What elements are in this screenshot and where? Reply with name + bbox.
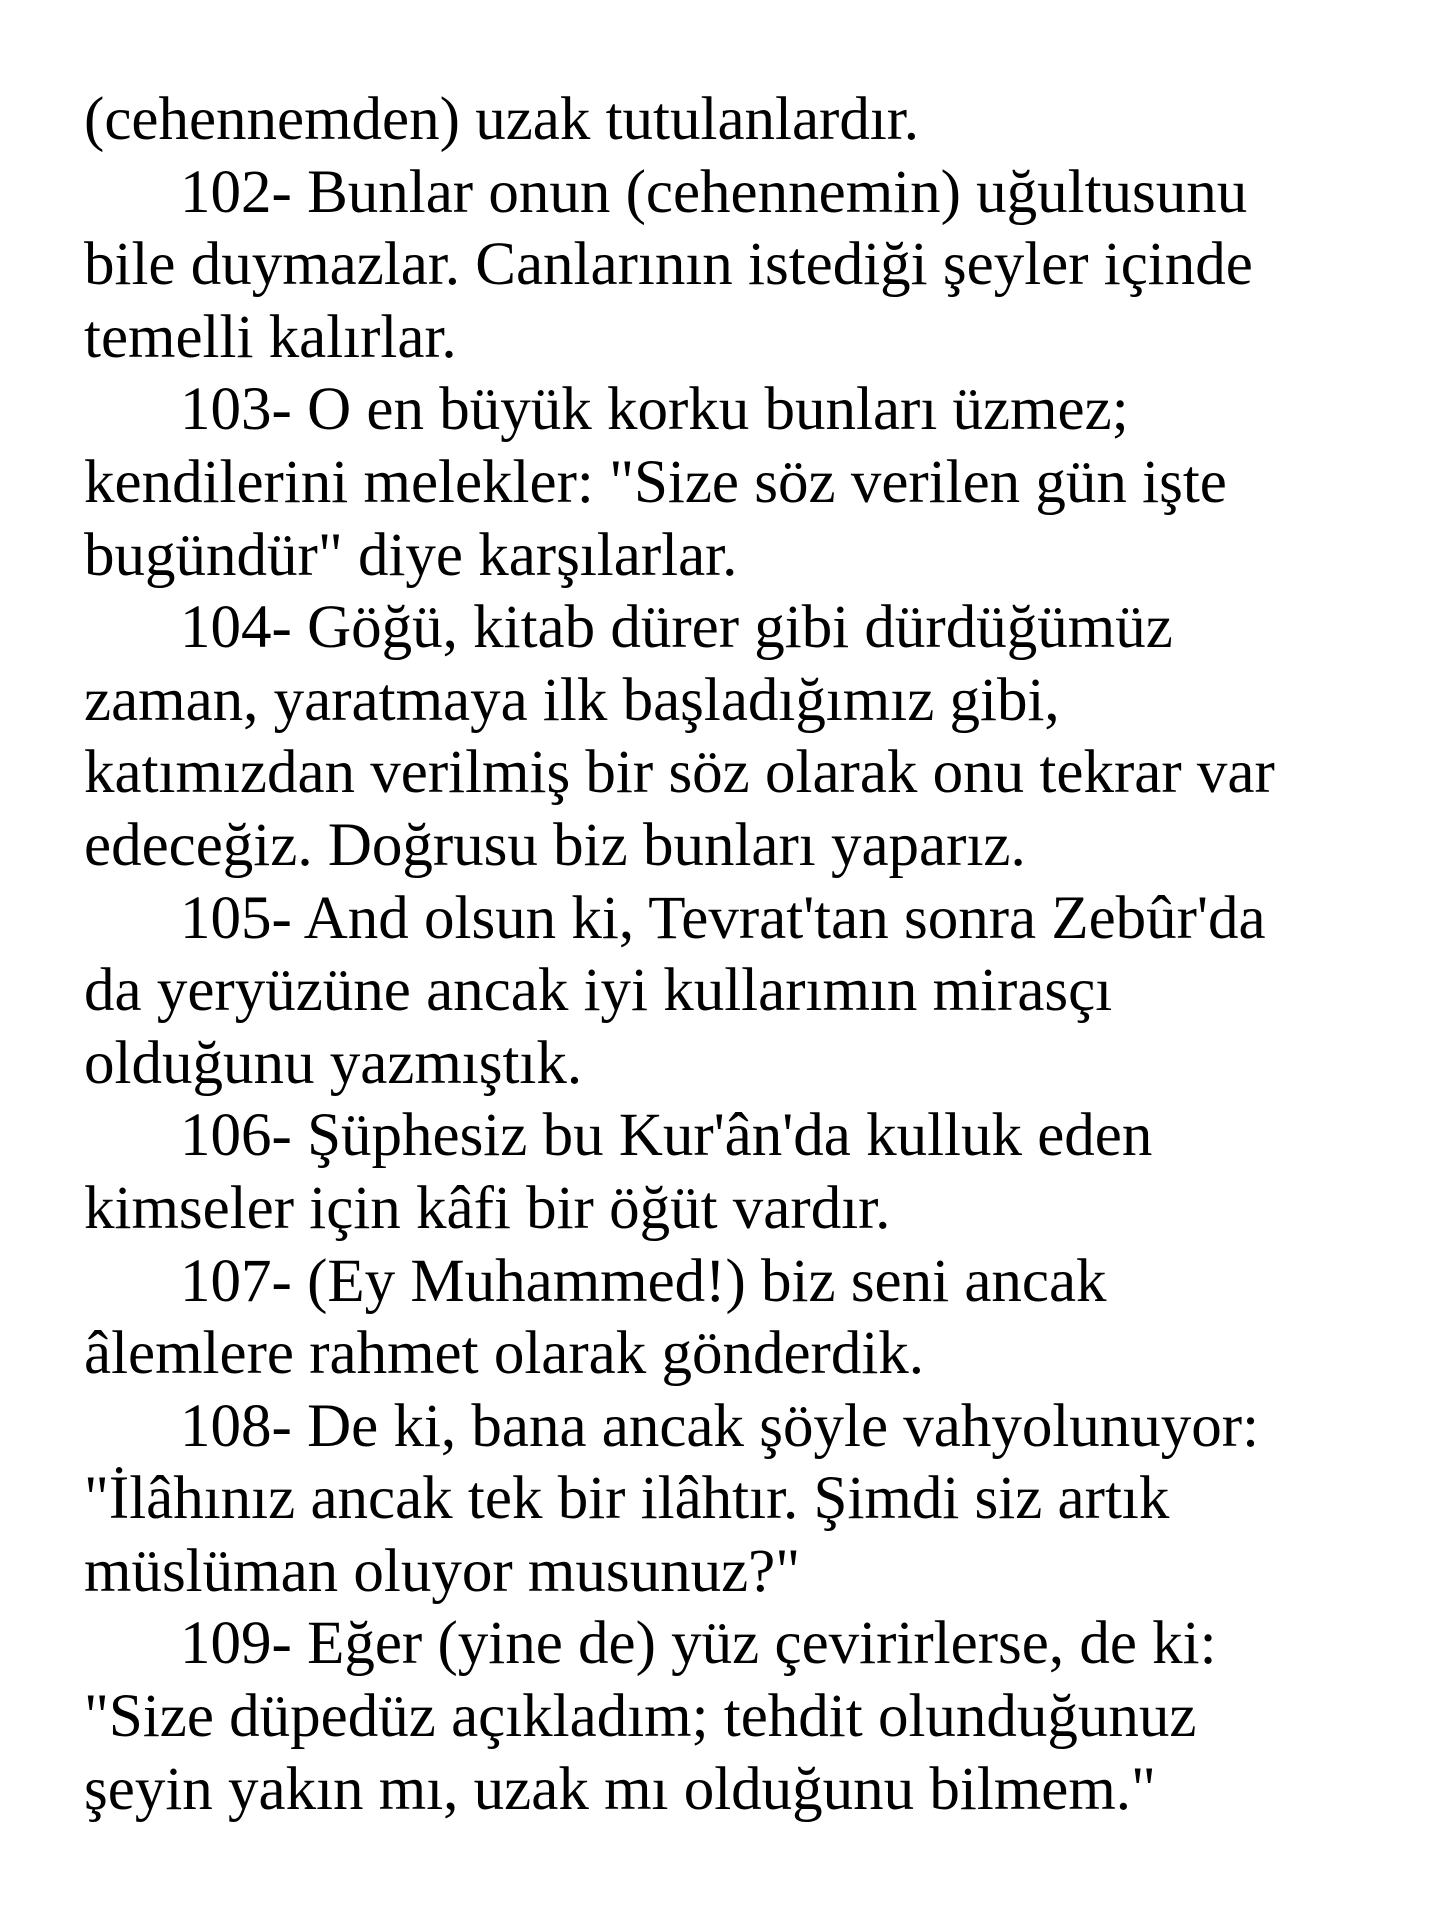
text-line: edeceğiz. Doğrusu biz bunları yaparız.: [84, 811, 1026, 879]
text-line: temelli kalırlar.: [84, 303, 457, 371]
text-line: bile duymazlar. Canlarının istediği şeyler içinde: [84, 231, 1253, 299]
text-line: olduğunu yazmıştık.: [84, 1029, 583, 1097]
text-line: katımızdan verilmiş bir söz olarak onu tekrar var: [84, 739, 1275, 807]
verse-109-line: 109- Eğer (yine de) yüz çevirirlerse, de ki:: [180, 1610, 1217, 1678]
verse-104-line: 104- Göğü, kitab dürer gibi dürdüğümüz: [180, 594, 1173, 662]
verse-105-line: 105- And olsun ki, Tevrat'tan sonra Zebûr'da: [180, 884, 1266, 952]
verse-102-line: 102- Bunlar onun (cehennemin) uğultusunu: [180, 158, 1248, 226]
text-line: da yeryüzüne ancak iyi kullarımın mirasçı: [84, 957, 1113, 1025]
document-page: [84, 84, 1414, 1826]
text-line: şeyin yakın mı, uzak mı olduğunu bilmem.": [84, 1755, 1156, 1823]
verse-107-line: 107- (Ey Muhammed!) biz seni ancak: [180, 1247, 1107, 1315]
text-line: kendilerini melekler: "Size söz verilen gün işte: [84, 448, 1227, 516]
text-line: "Size düpedüz açıkladım; tehdit olunduğunuz: [84, 1683, 1197, 1751]
text-line: zaman, yaratmaya ilk başladığımız gibi,: [84, 666, 1060, 734]
text-line: "İlâhınız ancak tek bir ilâhtır. Şimdi siz artık: [84, 1465, 1170, 1533]
text-line: kimseler için kâfi bir öğüt vardır.: [84, 1174, 891, 1242]
text-line: müslüman oluyor musunuz?": [84, 1537, 801, 1605]
text-line: bugündür" diye karşılarlar.: [84, 521, 738, 589]
text-line: (cehennemden) uzak tutulanlardır.: [84, 86, 919, 153]
verse-106-line: 106- Şüphesiz bu Kur'ân'da kulluk eden: [180, 1102, 1153, 1170]
verse-103-line: 103- O en büyük korku bunları üzmez;: [180, 376, 1129, 444]
text-line: âlemlere rahmet olarak gönderdik.: [84, 1320, 925, 1388]
verse-108-line: 108- De ki, bana ancak şöyle vahyolunuyor:: [180, 1392, 1260, 1460]
